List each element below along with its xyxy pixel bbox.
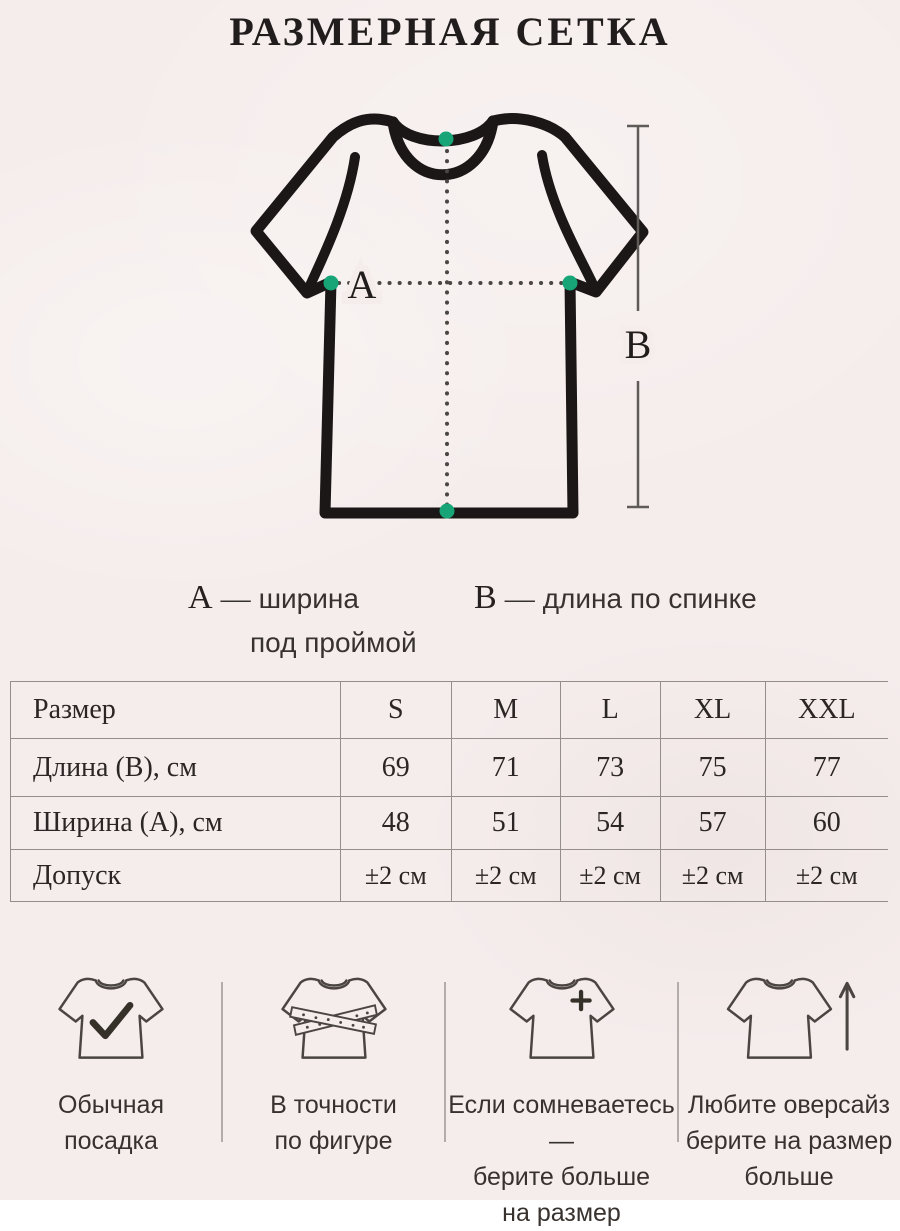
bottom-dot bbox=[440, 504, 455, 519]
cell: 73 bbox=[560, 739, 660, 797]
cell: ±2 см bbox=[560, 850, 660, 902]
fit-caption bbox=[678, 1087, 900, 1195]
legend-a-text: ширина bbox=[258, 583, 359, 614]
tshirt-plus-icon bbox=[487, 971, 637, 1071]
caption-line: берите больше bbox=[472, 1163, 651, 1191]
cell: 75 bbox=[660, 739, 765, 797]
table-header-row bbox=[11, 682, 889, 739]
arrow-up-icon bbox=[840, 983, 853, 1049]
cell: 60 bbox=[765, 797, 888, 850]
header-xxl: XXL bbox=[765, 682, 888, 739]
fit-caption bbox=[222, 1087, 445, 1159]
row-label: Допуск bbox=[11, 850, 341, 902]
cell: 77 bbox=[765, 739, 888, 797]
size-table bbox=[10, 681, 888, 902]
legend-a-dash: — bbox=[220, 582, 251, 615]
cell: 71 bbox=[451, 739, 560, 797]
caption-line: Если сомневаетесь — bbox=[448, 1091, 675, 1155]
check-icon bbox=[93, 1005, 130, 1035]
plus-icon bbox=[572, 992, 589, 1009]
caption-line: Любите оверсайз bbox=[687, 1091, 890, 1119]
page-title: РАЗМЕРНАЯ СЕТКА bbox=[229, 9, 671, 54]
caption-line: по фигуре bbox=[274, 1127, 393, 1155]
table-row-width bbox=[11, 797, 889, 850]
tshirt-check-icon bbox=[36, 971, 186, 1071]
length-measure-line bbox=[627, 126, 649, 507]
measurement-dotted-lines bbox=[339, 151, 563, 509]
legend-length bbox=[474, 576, 757, 621]
cell: ±2 см bbox=[660, 850, 765, 902]
fit-caption bbox=[445, 1087, 678, 1231]
measurement-dots bbox=[324, 132, 578, 519]
cell: 54 bbox=[560, 797, 660, 850]
legend-b-text: длина по спинке bbox=[542, 583, 757, 614]
caption-line: посадка bbox=[64, 1127, 158, 1155]
legend-width-line2: под проймой bbox=[250, 627, 417, 658]
legend-a-letter: А bbox=[188, 579, 213, 616]
right-armpit-dot bbox=[563, 276, 578, 291]
label-b: В bbox=[624, 322, 652, 367]
caption-line: Обычная bbox=[57, 1091, 164, 1119]
tshirt-outline-icon bbox=[256, 119, 643, 513]
tshirt-measuring-tape-icon bbox=[259, 971, 409, 1071]
left-armpit-dot bbox=[324, 276, 339, 291]
cell: 51 bbox=[451, 797, 560, 850]
legend-b-dash: — bbox=[504, 582, 535, 615]
fit-caption bbox=[0, 1087, 222, 1159]
caption-line: больше bbox=[744, 1163, 834, 1191]
header-l: L bbox=[560, 682, 660, 739]
tshirt-measurement-diagram bbox=[215, 85, 685, 565]
header-m: M bbox=[451, 682, 560, 739]
neck-dot bbox=[439, 132, 454, 147]
fit-regular bbox=[0, 955, 222, 1231]
legend-width-line1 bbox=[188, 576, 417, 621]
table-row-tolerance bbox=[11, 850, 889, 902]
header-s: S bbox=[340, 682, 451, 739]
legend-b-letter: В bbox=[474, 579, 497, 616]
caption-line: на размер bbox=[502, 1199, 621, 1227]
fit-oversize bbox=[678, 955, 900, 1231]
caption-line: берите на размер bbox=[685, 1127, 893, 1155]
caption-line: В точности bbox=[270, 1091, 397, 1119]
row-label: Ширина (А), см bbox=[11, 797, 341, 850]
table-row-length bbox=[11, 739, 889, 797]
cell: 48 bbox=[340, 797, 451, 850]
legend-length-line1 bbox=[474, 576, 757, 621]
label-a: А bbox=[347, 262, 377, 307]
fit-exact bbox=[222, 955, 445, 1231]
cell: ±2 см bbox=[340, 850, 451, 902]
cell: ±2 см bbox=[765, 850, 888, 902]
tshirt-oversize-arrow-icon bbox=[714, 971, 864, 1071]
cell: 57 bbox=[660, 797, 765, 850]
legend-width bbox=[188, 576, 417, 665]
fit-guide bbox=[0, 955, 900, 1227]
cell: ±2 см bbox=[451, 850, 560, 902]
header-xl: XL bbox=[660, 682, 765, 739]
header-size: Размер bbox=[11, 682, 341, 739]
cell: 69 bbox=[340, 739, 451, 797]
row-label: Длина (В), см bbox=[11, 739, 341, 797]
fit-size-up bbox=[445, 955, 678, 1231]
